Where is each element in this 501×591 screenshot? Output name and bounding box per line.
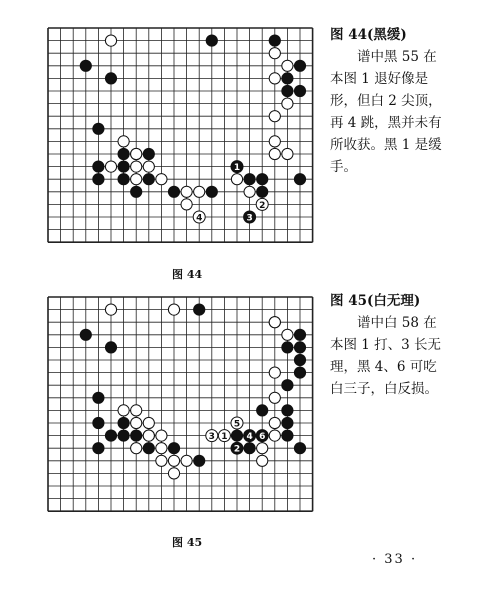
black-stone: [118, 174, 129, 185]
white-stone: [257, 443, 268, 454]
black-stone: [269, 35, 280, 46]
black-stone: [93, 417, 104, 428]
move-number: 4: [246, 432, 253, 442]
black-stone: [282, 430, 293, 441]
black-stone: [143, 443, 154, 454]
move-number: 3: [208, 432, 215, 442]
black-stone: [93, 123, 104, 134]
black-stone: [294, 60, 305, 71]
move-number: 5: [233, 419, 241, 430]
white-stone: [269, 73, 280, 84]
black-stone: [194, 455, 205, 466]
black-stone: [80, 329, 91, 340]
white-stone: [282, 98, 293, 109]
white-stone: [181, 455, 192, 466]
white-stone: [168, 304, 179, 315]
white-stone: [131, 148, 142, 159]
move-number: 2: [259, 200, 266, 211]
page-number: · 33 ·: [372, 552, 418, 567]
white-stone: [194, 186, 205, 197]
white-stone: [143, 161, 154, 172]
white-stone: [257, 455, 268, 466]
black-stone: [282, 73, 293, 84]
move-number: 3: [246, 213, 253, 224]
black-stone: [93, 161, 104, 172]
black-stone: [282, 417, 293, 428]
white-stone: [282, 60, 293, 71]
black-stone: [93, 174, 104, 185]
black-stone: [206, 35, 217, 46]
move-number: 6: [259, 432, 266, 442]
white-stone: [231, 174, 242, 185]
black-stone: [118, 148, 129, 159]
board-diagram: [40, 287, 322, 531]
white-stone: [269, 417, 280, 428]
black-stone: [143, 148, 154, 159]
black-stone: [282, 380, 293, 391]
black-stone: [118, 430, 129, 441]
black-stone: [294, 329, 305, 340]
white-stone: [282, 329, 293, 340]
black-stone: [282, 405, 293, 416]
commentary-fig45: [330, 290, 445, 400]
black-stone: [93, 392, 104, 403]
white-stone: [156, 430, 167, 441]
black-stone: [105, 342, 116, 353]
black-stone: [206, 186, 217, 197]
move-number: 1: [221, 432, 228, 442]
white-stone: [269, 317, 280, 328]
commentary-title: 图 44(黑缓): [330, 27, 407, 43]
white-stone: [269, 111, 280, 122]
white-stone: [118, 405, 129, 416]
white-stone: [156, 455, 167, 466]
black-stone: [257, 405, 268, 416]
board-diagram: [40, 18, 322, 262]
black-stone: [257, 186, 268, 197]
white-stone: [156, 174, 167, 185]
commentary-fig44: [330, 24, 445, 178]
commentary-text: 谱中黑 55 在本图 1 退好像是形，但白 2 尖顶，再 4 跳，黑并未有所收获。黑 1 是缓手。: [330, 49, 442, 175]
white-stone: [181, 199, 192, 210]
white-stone: [105, 35, 116, 46]
white-stone: [131, 161, 142, 172]
black-stone: [194, 304, 205, 315]
black-stone: [294, 443, 305, 454]
go-board-fig44: [40, 18, 322, 262]
move-number: 2: [233, 444, 241, 455]
black-stone: [118, 161, 129, 172]
black-stone: [244, 174, 255, 185]
white-stone: [269, 430, 280, 441]
white-stone: [105, 161, 116, 172]
white-stone: [168, 455, 179, 466]
white-stone: [131, 417, 142, 428]
commentary-text: 谱中白 58 在本图 1 打、3 长无理，黑 4、6 可吃白三子，白反损。: [330, 315, 442, 397]
black-stone: [294, 174, 305, 185]
black-stone: [257, 174, 268, 185]
figure-caption: 图 44: [172, 268, 203, 281]
black-stone: [93, 443, 104, 454]
white-stone: [105, 304, 116, 315]
white-stone: [269, 367, 280, 378]
black-stone: [105, 73, 116, 84]
commentary-title: 图 45(白无理): [330, 293, 421, 309]
white-stone: [244, 186, 255, 197]
white-stone: [282, 148, 293, 159]
white-stone: [269, 392, 280, 403]
white-stone: [143, 417, 154, 428]
black-stone: [80, 60, 91, 71]
black-stone: [231, 430, 242, 441]
black-stone: [294, 367, 305, 378]
black-stone: [282, 85, 293, 96]
black-stone: [131, 430, 142, 441]
white-stone: [131, 443, 142, 454]
white-stone: [181, 186, 192, 197]
figure-caption: 图 45: [172, 536, 203, 549]
black-stone: [294, 342, 305, 353]
white-stone: [143, 430, 154, 441]
black-stone: [131, 186, 142, 197]
white-stone: [131, 405, 142, 416]
black-stone: [244, 443, 255, 454]
white-stone: [156, 443, 167, 454]
white-stone: [269, 136, 280, 147]
black-stone: [168, 186, 179, 197]
black-stone: [282, 342, 293, 353]
white-stone: [269, 48, 280, 59]
black-stone: [168, 443, 179, 454]
black-stone: [105, 430, 116, 441]
white-stone: [168, 468, 179, 479]
white-stone: [269, 148, 280, 159]
white-stone: [118, 136, 129, 147]
move-number: 1: [233, 163, 241, 173]
go-board-fig45: [40, 287, 322, 531]
black-stone: [143, 174, 154, 185]
move-number: 4: [196, 213, 203, 224]
black-stone: [294, 354, 305, 365]
black-stone: [118, 417, 129, 428]
white-stone: [131, 174, 142, 185]
black-stone: [294, 85, 305, 96]
